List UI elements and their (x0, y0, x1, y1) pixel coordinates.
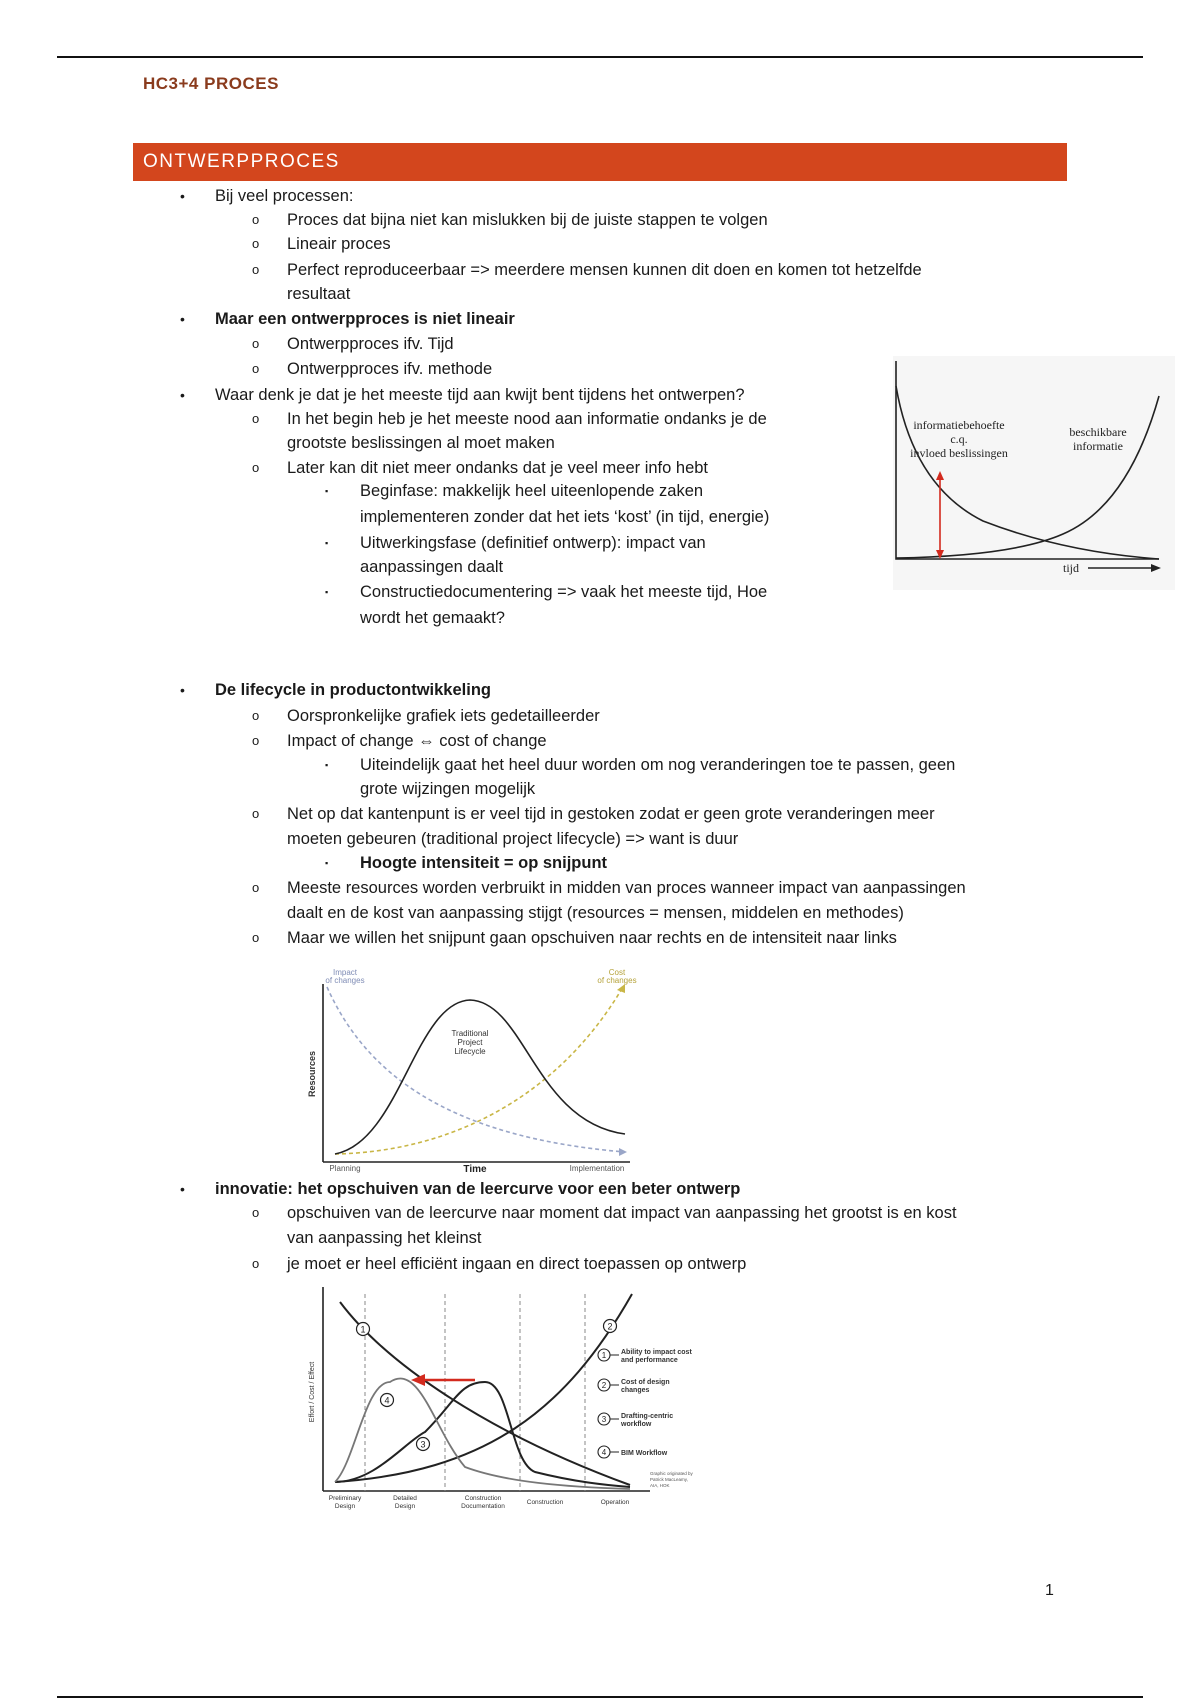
sub-bullet-text: daalt en de kost van aanpassing stijgt (resources = mensen, middelen en methodes) (287, 904, 904, 922)
legend-number: 2 (601, 1381, 607, 1390)
bullet-text: Bij veel processen: (215, 187, 354, 205)
sub-sub-bullet-text: Hoogte intensiteit = op snijpunt (360, 854, 608, 872)
information-decision-figure (893, 356, 1175, 590)
phase-label: Design (334, 1503, 356, 1510)
impact-label: Impact (332, 968, 358, 977)
bullet-marker: • (180, 311, 185, 327)
x-axis-label: Time (463, 1164, 487, 1174)
impact-of-changes-curve (327, 987, 625, 1152)
y-axis-label: Resources (307, 1050, 317, 1098)
sub-bullet-text: je moet er heel efficiënt ingaan en direct toepassen op ontwerp (287, 1255, 747, 1273)
page-number: 1 (1045, 1582, 1054, 1599)
bullet-marker: ▪ (325, 486, 329, 496)
bullet-marker: • (180, 188, 185, 204)
bullet-marker: o (252, 236, 260, 251)
sub-bullet-text: moeten gebeuren (traditional project lifecycle) => want is duur (287, 830, 739, 848)
phase-label: Detailed (393, 1495, 417, 1502)
sub-bullet-text: Proces dat bijna niet kan mislukken bij de juiste stappen te volgen (287, 211, 768, 229)
bullet-marker: o (252, 1256, 260, 1271)
sub-bullet-text: Meeste resources worden verbruikt in midden van proces wanneer impact van aanpassingen (287, 879, 966, 897)
sub-sub-bullet-text: aanpassingen daalt (360, 558, 504, 576)
cost-label: Cost (608, 968, 626, 977)
bullet-marker: ▪ (325, 858, 329, 868)
bullet-marker: • (180, 1181, 185, 1197)
sub-bullet-text: Later kan dit niet meer ondanks dat je veel meer info hebt (287, 459, 708, 477)
sub-sub-bullet-text: Uiteindelijk gaat het heel duur worden om nog veranderingen toe te passen, geen (360, 756, 956, 774)
bullet-marker: o (252, 411, 260, 426)
bullet-marker: ▪ (325, 760, 329, 770)
bullet-marker: ▪ (325, 538, 329, 548)
sub-bullet-text: Oorspronkelijke grafiek iets gedetailleerder (287, 707, 600, 725)
sub-bullet-text: Maar we willen het snijpunt gaan opschuiven naar rechts en de intensiteit naar links (287, 929, 897, 947)
marker-number: 4 (384, 1395, 390, 1406)
sub-sub-bullet-text: implementeren zonder dat het iets ‘kost’ (in tijd, energie) (360, 508, 770, 526)
bim-workflow-curve (335, 1378, 630, 1489)
bullet-marker: o (252, 806, 260, 821)
bullet-marker: o (252, 336, 260, 351)
sub-sub-bullet-text: grote wijzingen mogelijk (360, 780, 536, 798)
impact-label: of changes (325, 976, 365, 985)
sub-bullet-text: In het begin heb je het meeste nood aan informatie ondanks je de (287, 410, 767, 428)
bullet-marker: o (252, 262, 260, 277)
sub-sub-bullet-text: Uitwerkingsfase (definitief ontwerp): impact van (360, 534, 706, 552)
credit-text: AIA, HOK (650, 1483, 670, 1488)
ability-to-impact-curve (340, 1302, 630, 1485)
drafting-centric-workflow-curve (335, 1382, 630, 1487)
sub-bullet-text: Impact of change ⇔ cost of change (287, 732, 547, 750)
sub-sub-bullet-text: Constructiedocumentering => vaak het meeste tijd, Hoe (360, 583, 768, 601)
bullet-marker: o (252, 1205, 260, 1220)
document-title: HC3+4 PROCES (143, 74, 279, 93)
sub-bullet-text: grootste beslissingen al moet maken (287, 434, 555, 452)
bullet-marker: o (252, 880, 260, 895)
bullet-marker: o (252, 708, 260, 723)
lifecycle-label: Traditional (451, 1029, 489, 1038)
legend-number: 3 (601, 1415, 607, 1424)
credit-text: Patrick MacLeamy, (650, 1477, 688, 1482)
credit-text: Graphic originated by (650, 1471, 693, 1476)
lifecycle-label: Lifecycle (454, 1047, 486, 1056)
bullet-marker: o (252, 733, 260, 748)
sub-bullet-text: Ontwerpproces ifv. Tijd (287, 335, 454, 353)
bullet-marker: • (180, 387, 185, 403)
bullet-marker: o (252, 460, 260, 475)
cost-label: of changes (597, 976, 637, 985)
fig1-label: invloed beslissingen (910, 446, 1008, 460)
bullet-marker: • (180, 682, 185, 698)
bullet-text: Maar een ontwerpproces is niet lineair (215, 310, 515, 328)
top-rule (57, 56, 1143, 58)
sub-bullet-text: resultaat (287, 285, 351, 303)
sub-bullet-text: Perfect reproduceerbaar => meerdere mensen kunnen dit doen en komen tot hetzelfde (287, 261, 922, 279)
impact-arrow-head (619, 1148, 627, 1156)
phase-label: Construction (464, 1495, 502, 1502)
sub-bullet-text: van aanpassing het kleinst (287, 1229, 482, 1247)
macleamy-curve-figure (305, 1282, 705, 1512)
legend-text: workflow (621, 1421, 652, 1428)
fig1-label: informatie (1073, 439, 1123, 453)
legend-text: Ability to impact cost (621, 1349, 692, 1356)
phase-label: Preliminary (328, 1495, 362, 1502)
sub-sub-bullet-text: wordt het gemaakt? (360, 609, 505, 627)
phase-label: Design (394, 1503, 416, 1510)
fig1-label: beschikbare (1069, 425, 1127, 439)
bottom-rule (57, 1696, 1143, 1698)
bullet-marker: o (252, 361, 260, 376)
marker-number: 3 (420, 1439, 426, 1450)
bullet-marker: ▪ (325, 587, 329, 597)
bullet-text: innovatie: het opschuiven van de leercurve voor een beter ontwerp (215, 1180, 741, 1198)
bullet-marker: o (252, 930, 260, 945)
sub-bullet-text: Lineair proces (287, 235, 391, 253)
legend-text: and performance (621, 1357, 678, 1364)
sub-bullet-text: opschuiven van de leercurve naar moment dat impact van aanpassing het grootst is en kost (287, 1204, 957, 1222)
phase-label: Operation (600, 1499, 630, 1506)
legend-number: 1 (601, 1351, 607, 1360)
legend-text: Cost of design (621, 1379, 670, 1386)
fig1-axis-label: tijd (1062, 561, 1080, 575)
sub-bullet-text: Ontwerpproces ifv. methode (287, 360, 493, 378)
y-axis-label: Effort / Cost / Effect (309, 1361, 316, 1423)
marker-number: 1 (360, 1324, 366, 1335)
section-heading: ONTWERPPROCES (133, 143, 1067, 181)
sub-bullet-text: Net op dat kantenpunt is er veel tijd in gestoken zodat er geen grote veranderingen meer (287, 805, 935, 823)
legend-text: BIM Workflow (621, 1450, 668, 1457)
marker-number: 2 (607, 1321, 613, 1332)
bullet-marker: o (252, 212, 260, 227)
figure-background (893, 356, 1175, 590)
x-axis-left-label: Planning (329, 1164, 361, 1173)
project-lifecycle-figure (305, 962, 645, 1174)
bullet-text: Waar denk je dat je het meeste tijd aan kwijt bent tijdens het ontwerpen? (215, 386, 745, 404)
sub-sub-bullet-text: Beginfase: makkelijk heel uiteenlopende zaken (360, 482, 704, 500)
fig1-label: informatiebehoefte (913, 418, 1005, 432)
legend-text: changes (621, 1387, 650, 1394)
phase-label: Documentation (461, 1503, 505, 1510)
x-axis-right-label: Implementation (569, 1164, 625, 1173)
fig1-label: c.q. (950, 432, 968, 446)
bullet-text: De lifecycle in productontwikkeling (215, 681, 491, 699)
legend-text: Drafting-centric (621, 1413, 674, 1420)
cost-of-changes-curve (335, 987, 623, 1154)
phase-label: Construction (526, 1499, 564, 1506)
lifecycle-label: Project (457, 1038, 483, 1047)
legend-number: 4 (601, 1448, 607, 1457)
traditional-lifecycle-curve (335, 1000, 625, 1154)
